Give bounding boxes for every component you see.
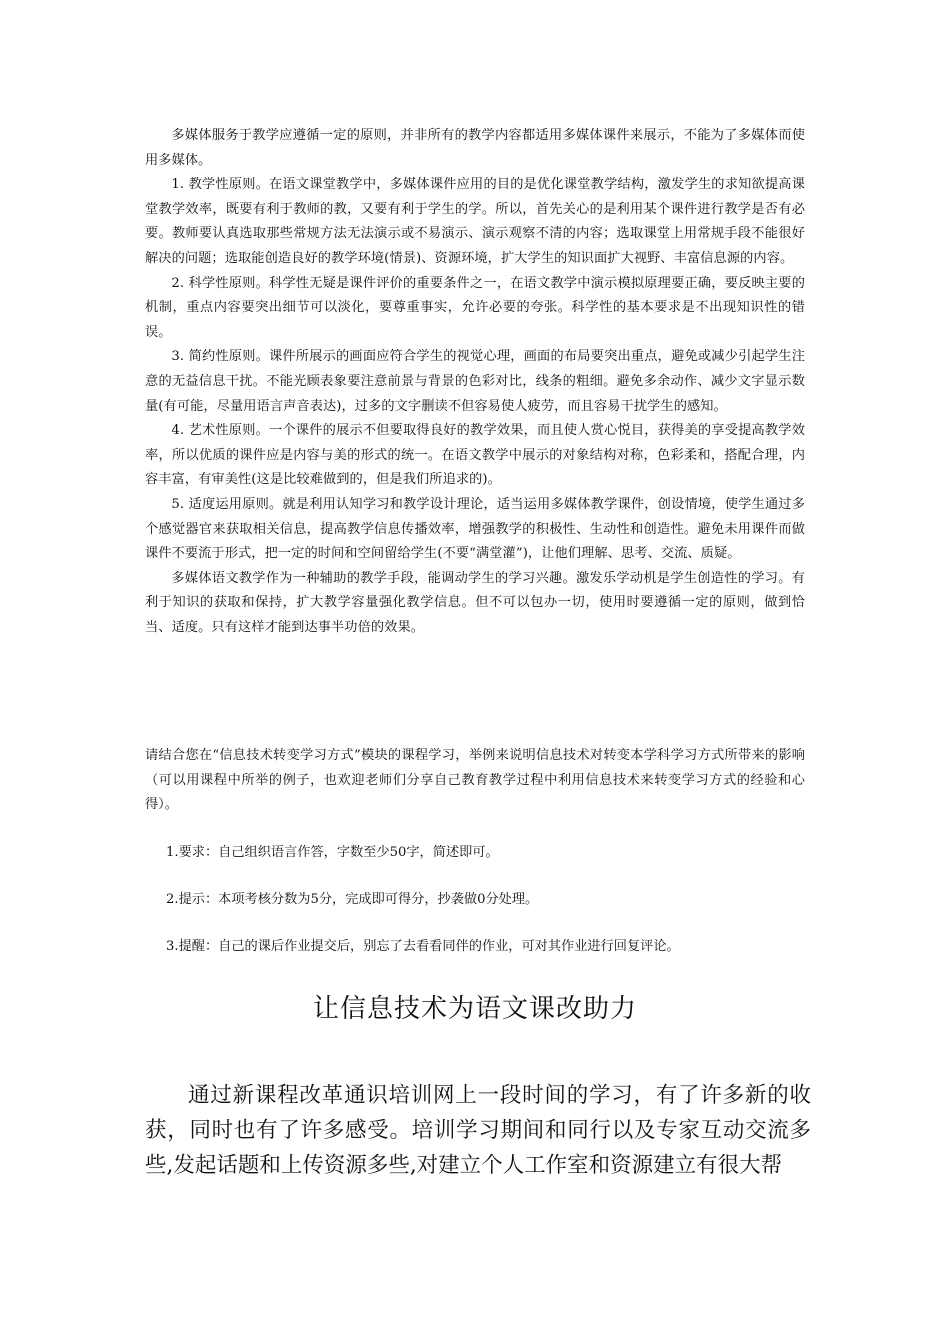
principle-moderate: 5. 适度运用原则。就是利用认知学习和教学设计理论，适当运用多媒体教学课件，创设情境，使学生通过多个感觉器官来获取相关信息，提高教学信息传播效率，增强教学的积极性、生动性和创造性。避免未用课件而做课件不要流于形式，把一定的时间和空间留给学生(不要“满堂灌”)，让他们理解、思考、交流、质疑。 — [145, 496, 805, 562]
intro-paragraph: 多媒体服务于教学应遵循一定的原则，并非所有的教学内容都适用多媒体课件来展示，不能为了多媒体而使用多媒体。 — [145, 128, 805, 168]
assignment-prompt-text: 请结合您在“信息技术转变学习方式”模块的课程学习，举例来说明信息技术对转变本学科学习方式所带来的影响（可以用课程中所举的例子，也欢迎老师们分享自己教育教学过程中利用信息技术来转变学习方式的经验和心得）。 — [145, 748, 805, 813]
assignment-requirement: 1.要求：自己组织语言作答，字数至少50字，简述即可。 — [166, 845, 499, 860]
essay-body — [145, 1078, 811, 1183]
principle-teaching: 1. 教学性原则。在语文课堂教学中，多媒体课件应用的目的是优化课堂教学结构，激发学生的求知欲提高课堂教学效率，既要有利于教师的教，又要有利于学生的学。所以，首先关心的是利用某个课件进行教学是否有必要。教师要认真选取那些常规方法无法演示或不易演示、演示观察不清的内容；选取课堂上用常规手段不能很好解决的问题；选取能创造良好的教学环境(情景)、资源环境，扩大学生的知识面扩大视野、丰富信息源的内容。 — [145, 177, 805, 266]
assignment-reminder: 3.提醒：自己的课后作业提交后，别忘了去看看同伴的作业，可对其作业进行回复评论。 — [166, 939, 680, 954]
principle-scientific: 2. 科学性原则。科学性无疑是课件评价的重要条件之一，在语文教学中演示模拟原理要正确，要反映主要的机制，重点内容要突出细节可以淡化，要尊重事实，允许必要的夸张。科学性的基本要求是不出现知识性的错误。 — [145, 275, 805, 340]
essay-opening-paragraph: 通过新课程改革通识培训网上一段时间的学习，有了许多新的收获，同时也有了许多感受。培训学习期间和同行以及专家互动交流多些,发起话题和上传资源多些,对建立个人工作室和资源建立有很大帮 — [145, 1083, 811, 1178]
principle-concise: 3. 简约性原则。课件所展示的画面应符合学生的视觉心理，画面的布局要突出重点，避免或减少引起学生注意的无益信息干扰。不能光顾表象要注意前景与背景的色彩对比，线条的粗细。避免多余动作、减少文字显示数量(有可能，尽量用语言声音表达)，过多的文字删读不但容易使人疲劳，而且容易干扰学生的感知。 — [145, 349, 805, 414]
assignment-hint: 2.提示：本项考核分数为5分，完成即可得分，抄袭做0分处理。 — [166, 892, 539, 907]
principles-section — [145, 124, 805, 640]
conclusion-paragraph: 多媒体语文教学作为一种辅助的教学手段，能调动学生的学习兴趣。激发乐学动机是学生创造性的学习。有利于知识的获取和保持，扩大教学容量强化教学信息。但不可以包办一切，使用时要遵循一定的原则，做到恰当、适度。只有这样才能到达事半功倍的效果。 — [145, 570, 805, 635]
assignment-prompt — [145, 744, 805, 818]
principle-artistic: 4. 艺术性原则。一个课件的展示不但要取得良好的教学效果，而且使人赏心悦目，获得美的享受提高教学效率，所以优质的课件应是内容与美的形式的统一。在语文教学中展示的对象结构对称，色彩柔和，搭配合理，内容丰富，有审美性(这是比较难做到的，但是我们所追求的)。 — [145, 423, 805, 488]
essay-title: 让信息技术为语文课改助力 — [312, 994, 637, 1024]
